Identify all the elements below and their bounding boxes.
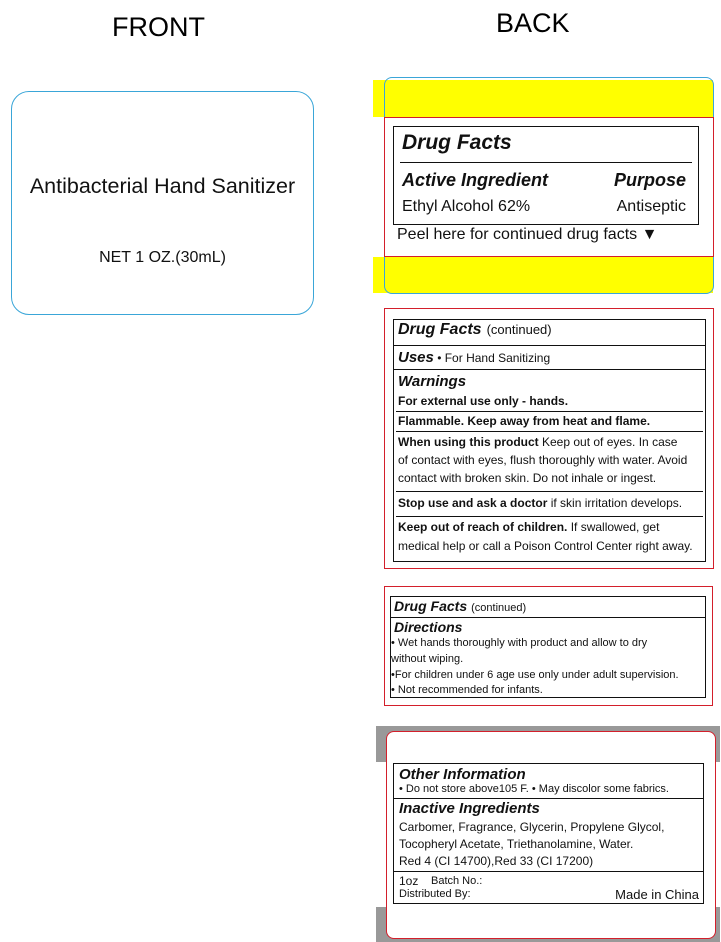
keep-out-line-2: medical help or call a Poison Control Center right away. bbox=[398, 539, 693, 553]
warnings-label: Warnings bbox=[398, 373, 467, 390]
inactive-ingredients-line-3: Red 4 (CI 14700),Red 33 (CI 17200) bbox=[399, 854, 594, 868]
purpose-label: Purpose bbox=[613, 170, 686, 190]
divider bbox=[396, 491, 703, 492]
divider bbox=[396, 411, 703, 412]
panel-2-red-frame bbox=[384, 308, 714, 569]
size: 1oz bbox=[399, 874, 419, 888]
peel-instruction: Peel here for continued drug facts ▼ bbox=[397, 226, 658, 243]
directions-line-2: without wiping. bbox=[391, 653, 464, 665]
other-information-text: • Do not store above105 F. • May discolor some fabrics. bbox=[399, 783, 669, 795]
continued-2: (continued) bbox=[486, 322, 552, 337]
divider bbox=[396, 516, 703, 517]
flammable-text: Flammable. Keep away from heat and flame. bbox=[398, 414, 651, 428]
divider bbox=[391, 617, 705, 618]
divider bbox=[400, 162, 692, 163]
drug-facts-title-2 bbox=[398, 321, 552, 339]
divider bbox=[394, 345, 705, 346]
when-using-label: When using this product bbox=[398, 435, 539, 449]
stop-use-text: if skin irritation develops. bbox=[547, 496, 683, 510]
divider bbox=[396, 431, 703, 432]
when-using-line-1 bbox=[398, 435, 677, 449]
front-label-panel bbox=[11, 91, 314, 315]
back-heading: BACK bbox=[496, 8, 570, 38]
divider bbox=[394, 871, 703, 872]
drug-facts-box-3 bbox=[390, 596, 706, 698]
divider bbox=[394, 369, 705, 370]
keep-out-line-1 bbox=[398, 520, 659, 534]
stop-use-line bbox=[398, 496, 682, 510]
inactive-ingredients-line-1: Carbomer, Fragrance, Glycerin, Propylene Glycol, bbox=[399, 820, 665, 834]
directions-line-4: • Not recommended for infants. bbox=[391, 684, 543, 696]
keep-out-label: Keep out of reach of children. bbox=[398, 520, 568, 534]
directions-line-3: •For children under 6 age use only under adult supervision. bbox=[391, 669, 679, 681]
drug-facts-title-2-text: Drug Facts bbox=[398, 321, 482, 338]
continued-3: (continued) bbox=[471, 602, 527, 614]
drug-facts-title-1: Drug Facts bbox=[402, 131, 512, 154]
batch-number: Batch No.: bbox=[431, 875, 483, 887]
panel-3-red-frame bbox=[384, 586, 713, 706]
net-quantity: NET 1 OZ.(30mL) bbox=[99, 249, 226, 266]
stop-use-label: Stop use and ask a doctor bbox=[398, 496, 548, 510]
when-using-text-1: Keep out of eyes. In case bbox=[538, 435, 678, 449]
other-information-label: Other Information bbox=[399, 766, 526, 783]
peel-label-red-frame bbox=[384, 117, 714, 257]
drug-facts-title-3 bbox=[394, 598, 526, 616]
made-in: Made in China bbox=[615, 887, 699, 902]
uses-line bbox=[398, 349, 550, 367]
inactive-ingredients-label: Inactive Ingredients bbox=[399, 800, 540, 817]
external-use-text: For external use only - hands. bbox=[398, 394, 569, 408]
uses-label: Uses bbox=[398, 349, 434, 366]
active-ingredient-value: Ethyl Alcohol 62% bbox=[402, 198, 531, 215]
panel-4-red-frame bbox=[386, 731, 716, 939]
keep-out-text-1: If swallowed, get bbox=[567, 520, 660, 534]
uses-text: • For Hand Sanitizing bbox=[433, 351, 551, 365]
directions-label: Directions bbox=[394, 619, 463, 635]
distributed-by: Distributed By: bbox=[399, 888, 471, 900]
purpose-value: Antiseptic bbox=[616, 198, 686, 215]
when-using-line-3: contact with broken skin. Do not inhale or ingest. bbox=[398, 471, 657, 485]
product-name: Antibacterial Hand Sanitizer bbox=[29, 174, 296, 198]
drug-facts-title-3-text: Drug Facts bbox=[394, 598, 468, 614]
inactive-ingredients-line-2: Tocopheryl Acetate, Triethanolamine, Water. bbox=[399, 837, 634, 851]
active-ingredient-label: Active Ingredient bbox=[402, 170, 549, 190]
drug-facts-box-2 bbox=[393, 319, 706, 562]
directions-line-1: • Wet hands thoroughly with product and allow to dry bbox=[391, 637, 648, 649]
drug-facts-box-1 bbox=[393, 126, 699, 225]
when-using-line-2: of contact with eyes, flush thoroughly with water. Avoid bbox=[398, 453, 688, 467]
front-heading: FRONT bbox=[112, 12, 205, 42]
drug-facts-box-4 bbox=[393, 763, 704, 904]
divider bbox=[394, 798, 703, 799]
